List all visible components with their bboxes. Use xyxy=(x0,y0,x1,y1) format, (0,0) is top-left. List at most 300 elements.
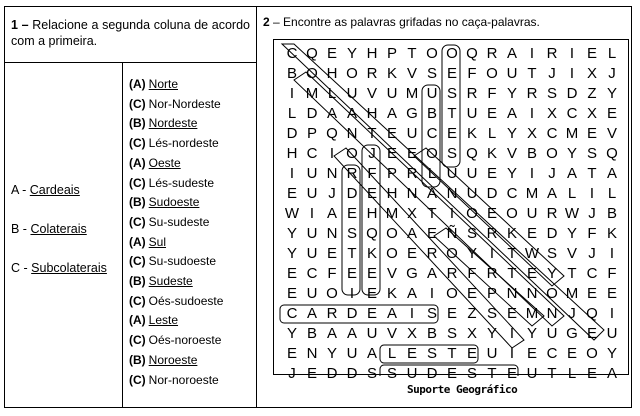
grid-letter: E xyxy=(366,285,377,302)
grid-letter: O xyxy=(546,285,558,302)
grid-letter: L xyxy=(607,45,617,62)
grid-letter: U xyxy=(406,125,418,142)
grid-letter: E xyxy=(506,305,517,322)
grid-letter: V xyxy=(366,85,377,102)
grid-row xyxy=(282,64,622,84)
grid-letter: T xyxy=(587,165,597,182)
grid-letter: U xyxy=(306,185,318,202)
grid-letter: R xyxy=(446,265,458,282)
match-tag: (B) xyxy=(129,116,146,131)
grid-letter: B xyxy=(526,145,537,162)
grid-letter: M xyxy=(565,125,579,142)
match-item xyxy=(129,116,197,130)
grid-letter: E xyxy=(286,285,297,302)
grid-letter: E xyxy=(446,125,457,142)
grid-letter: S xyxy=(466,225,477,242)
match-tag: (C) xyxy=(129,214,146,229)
grid-row xyxy=(282,264,622,284)
grid-letter: E xyxy=(286,345,297,362)
grid-letter: S xyxy=(546,85,557,102)
grid-letter: Q xyxy=(466,45,478,62)
category-letter: C - xyxy=(11,261,28,275)
grid-letter: J xyxy=(588,245,596,262)
match-text: Lés-sudeste xyxy=(148,175,215,190)
grid-letter: I xyxy=(609,305,615,322)
grid-letter: I xyxy=(449,205,455,222)
match-item xyxy=(129,77,178,91)
grid-letter: D xyxy=(566,85,578,102)
grid-letter: A xyxy=(386,105,397,122)
grid-letter: H xyxy=(386,185,398,202)
grid-letter: M xyxy=(525,305,539,322)
grid-letter: G xyxy=(406,105,418,122)
grid-letter: Y xyxy=(566,225,577,242)
category-name: Colaterais xyxy=(30,222,87,236)
grid-letter: E xyxy=(406,145,417,162)
grid-letter: R xyxy=(526,85,538,102)
grid-letter: O xyxy=(446,45,458,62)
match-item xyxy=(129,235,166,249)
grid-letter: A xyxy=(566,165,577,182)
grid-letter: I xyxy=(529,165,535,182)
grid-letter: R xyxy=(366,65,378,82)
grid-row xyxy=(282,44,622,64)
grid-letter: E xyxy=(606,105,617,122)
grid-row xyxy=(282,284,622,304)
grid-letter: N xyxy=(526,285,538,302)
grid-letter: Z xyxy=(587,85,597,102)
grid-letter: U xyxy=(546,325,558,342)
grid-letter: D xyxy=(286,125,298,142)
match-text: Nor-noroeste xyxy=(148,372,219,387)
grid-letter: J xyxy=(548,65,556,82)
grid-letter: Y xyxy=(326,345,337,362)
grid-letter: U xyxy=(346,345,358,362)
category-cardeais xyxy=(11,183,80,197)
grid-letter: P xyxy=(306,125,317,142)
grid-letter: C xyxy=(306,145,318,162)
grid-letter: O xyxy=(426,45,438,62)
grid-letter: X xyxy=(406,205,417,222)
grid-letter: X xyxy=(586,65,597,82)
grid-letter: B xyxy=(286,65,297,82)
grid-letter: J xyxy=(368,145,376,162)
grid-letter: E xyxy=(326,45,337,62)
grid-letter: G xyxy=(566,325,578,342)
grid-letter: V xyxy=(406,65,417,82)
grid-letter: X xyxy=(546,105,557,122)
category-letter: A - xyxy=(11,183,27,197)
grid-letter: U xyxy=(306,225,318,242)
grid-row xyxy=(282,184,622,204)
grid-letter: J xyxy=(588,205,596,222)
grid-letter: Y xyxy=(566,145,577,162)
grid-letter: U xyxy=(306,245,318,262)
match-item xyxy=(129,156,181,170)
category-name: Subcolaterais xyxy=(31,261,107,275)
grid-letter: D xyxy=(346,365,358,382)
match-text: Lés-nordeste xyxy=(148,136,219,151)
grid-letter: V xyxy=(386,325,397,342)
grid-letter: H xyxy=(366,45,378,62)
match-text: Oés-sudoeste xyxy=(148,293,224,308)
grid-letter: E xyxy=(286,265,297,282)
grid-letter: V xyxy=(566,245,577,262)
grid-letter: I xyxy=(349,285,355,302)
question-2-text: – Encontre as palavras grifadas no caça-palavras. xyxy=(269,15,540,29)
match-tag: (C) xyxy=(129,333,146,348)
grid-letter: U xyxy=(386,85,398,102)
grid-letter: J xyxy=(288,365,296,382)
grid-letter: A xyxy=(546,185,557,202)
grid-letter: M xyxy=(525,185,539,202)
grid-letter: Y xyxy=(286,325,297,342)
grid-letter: I xyxy=(529,105,535,122)
grid-letter: X xyxy=(406,325,417,342)
grid-letter: B xyxy=(306,325,317,342)
grid-letter: C xyxy=(546,125,558,142)
grid-letter: D xyxy=(346,185,358,202)
grid-letter: U xyxy=(426,85,438,102)
grid-letter: R xyxy=(426,245,438,262)
grid-letter: Q xyxy=(326,125,338,142)
grid-letter: E xyxy=(306,365,317,382)
grid-letter: K xyxy=(506,225,517,242)
grid-letter: U xyxy=(406,365,418,382)
grid-letter: Y xyxy=(606,345,617,362)
grid-letter: U xyxy=(466,185,478,202)
grid-letter: Q xyxy=(466,145,478,162)
grid-letter: P xyxy=(386,165,397,182)
grid-letter: E xyxy=(366,305,377,322)
match-text: Leste xyxy=(148,313,179,328)
grid-letter: F xyxy=(367,165,377,182)
grid-letter: O xyxy=(386,225,398,242)
grid-letter: L xyxy=(487,125,497,142)
grid-letter: S xyxy=(586,145,597,162)
grid-letter: Q xyxy=(366,225,378,242)
grid-letter: I xyxy=(569,65,575,82)
match-item xyxy=(129,353,197,367)
grid-letter: E xyxy=(366,265,377,282)
match-tag: (A) xyxy=(129,77,146,91)
grid-letter: I xyxy=(409,305,415,322)
grid-row xyxy=(282,124,622,144)
grid-letter: T xyxy=(427,205,437,222)
match-text: Su-sudoeste xyxy=(148,254,217,269)
grid-letter: C xyxy=(286,305,298,322)
grid-letter: M xyxy=(305,85,319,102)
grid-letter: D xyxy=(426,365,438,382)
grid-row xyxy=(282,164,622,184)
grid-letter: R xyxy=(486,225,498,242)
grid-letter: R xyxy=(326,305,338,322)
grid-letter: C xyxy=(566,105,578,122)
grid-letter: O xyxy=(446,245,458,262)
grid-letter: N xyxy=(306,345,318,362)
grid-letter: Y xyxy=(526,325,537,342)
match-text: Oeste xyxy=(148,155,181,170)
grid-letter: T xyxy=(507,245,517,262)
grid-letter: D xyxy=(306,105,318,122)
grid-letter: C xyxy=(426,125,438,142)
grid-letter: M xyxy=(565,285,579,302)
grid-letter: W xyxy=(524,245,540,262)
grid-letter: D xyxy=(546,225,558,242)
grid-letter: H xyxy=(326,65,338,82)
grid-letter: N xyxy=(326,225,338,242)
grid-letter: E xyxy=(346,265,357,282)
match-text: Nor-Nordeste xyxy=(148,96,221,111)
grid-letter: U xyxy=(446,165,458,182)
grid-letter: A xyxy=(366,345,377,362)
grid-letter: K xyxy=(466,125,477,142)
question-1-number: 1 – xyxy=(11,18,29,32)
grid-letter: L xyxy=(387,345,397,362)
grid-letter: O xyxy=(326,285,338,302)
match-item xyxy=(129,97,221,111)
grid-letter: I xyxy=(609,245,615,262)
grid-letter: A xyxy=(426,185,437,202)
match-item xyxy=(129,373,219,387)
grid-letter: E xyxy=(426,225,437,242)
grid-letter: M xyxy=(385,205,399,222)
grid-letter: S xyxy=(446,145,457,162)
match-item xyxy=(129,294,223,308)
grid-letter: F xyxy=(607,265,617,282)
grid-letter: A xyxy=(326,105,337,122)
grid-letter: I xyxy=(289,165,295,182)
grid-letter: E xyxy=(586,125,597,142)
credit: Suporte Geográfico xyxy=(407,383,518,396)
category-name: Cardeais xyxy=(29,183,80,197)
match-tag: (B) xyxy=(129,352,146,367)
grid-letter: C xyxy=(546,345,558,362)
question-2 xyxy=(263,15,540,29)
match-text: Noroeste xyxy=(148,352,198,367)
grid-letter: Q xyxy=(306,45,318,62)
match-tag: (A) xyxy=(129,313,146,328)
grid-row xyxy=(282,324,622,344)
match-tag: (C) xyxy=(129,254,146,269)
grid-letter: X xyxy=(586,105,597,122)
grid-letter: N xyxy=(546,305,558,322)
grid-letter: U xyxy=(466,105,478,122)
grid-letter: A xyxy=(326,325,337,342)
grid-letter: A xyxy=(606,165,617,182)
grid-letter: A xyxy=(306,305,317,322)
grid-letter: S xyxy=(426,305,437,322)
grid-letter: D xyxy=(486,185,498,202)
grid-letter: A xyxy=(506,45,517,62)
grid-letter: U xyxy=(366,325,378,342)
grid-letter: D xyxy=(326,365,338,382)
match-item xyxy=(129,333,221,347)
grid-letter: L xyxy=(607,185,617,202)
grid-letter: E xyxy=(326,245,337,262)
grid-row xyxy=(282,224,622,244)
grid-letter: E xyxy=(446,65,457,82)
grid-letter: K xyxy=(486,145,497,162)
grid-letter: E xyxy=(286,185,297,202)
grid-letter: E xyxy=(446,305,457,322)
grid-letter: V xyxy=(606,125,617,142)
grid-letter: E xyxy=(586,325,597,342)
grid-letter: E xyxy=(526,265,537,282)
grid-letter: F xyxy=(467,265,477,282)
grid-letter: O xyxy=(466,205,478,222)
grid-letter: X xyxy=(526,125,537,142)
grid-letter: T xyxy=(447,105,457,122)
grid-letter: Y xyxy=(486,325,497,342)
grid-letter: E xyxy=(586,45,597,62)
match-item xyxy=(129,195,199,209)
match-tag: (C) xyxy=(129,293,146,308)
grid-letter: U xyxy=(306,165,318,182)
grid-letter: A xyxy=(426,265,437,282)
grid-row xyxy=(282,204,622,224)
grid-row xyxy=(282,304,622,324)
question-2-number: 2 xyxy=(263,15,270,29)
left-panel xyxy=(5,7,257,407)
grid-letter: M xyxy=(405,85,419,102)
grid-letter: I xyxy=(589,185,595,202)
match-text: Oés-noroeste xyxy=(148,333,222,348)
grid-letter: U xyxy=(306,285,318,302)
grid-letter: S xyxy=(466,365,477,382)
grid-letter: O xyxy=(446,285,458,302)
grid-letter: H xyxy=(286,145,298,162)
grid-letter: F xyxy=(467,65,477,82)
grid-letter: T xyxy=(547,365,557,382)
grid-letter: T xyxy=(507,265,517,282)
grid-letter: I xyxy=(329,145,335,162)
match-text: Nordeste xyxy=(148,116,198,131)
first-column xyxy=(5,63,123,407)
grid-letter: Y xyxy=(506,165,517,182)
grid-letter: W xyxy=(284,205,300,222)
grid-letter: G xyxy=(406,265,418,282)
grid-letter: R xyxy=(546,205,558,222)
grid-letter: S xyxy=(426,65,437,82)
grid-letter: C xyxy=(506,185,518,202)
grid-letter: I xyxy=(309,205,315,222)
question-1-text: Relacione a segunda coluna de acordo com a primeira. xyxy=(11,18,250,48)
grid-letter: E xyxy=(366,185,377,202)
grid-letter: F xyxy=(587,225,597,242)
grid-letter: R xyxy=(546,45,558,62)
grid-letter: U xyxy=(486,345,498,362)
grid-letter: B xyxy=(426,325,437,342)
grid-letter: S xyxy=(446,85,457,102)
match-text: Sul xyxy=(148,234,167,249)
grid-letter: O xyxy=(386,245,398,262)
grid-letter: S xyxy=(446,325,457,342)
grid-letter: D xyxy=(346,305,358,322)
grid-letter: Y xyxy=(546,265,557,282)
match-item xyxy=(129,274,193,288)
grid-letter: I xyxy=(509,345,515,362)
grid-letter: T xyxy=(347,245,357,262)
grid-letter: N xyxy=(346,125,358,142)
grid-letter: S xyxy=(386,365,397,382)
match-tag: (C) xyxy=(129,96,146,111)
grid-letter: E xyxy=(466,285,477,302)
grid-letter: R xyxy=(486,265,498,282)
grid-letter: O xyxy=(306,65,318,82)
grid-letter: S xyxy=(426,345,437,362)
grid-letter: Y xyxy=(286,225,297,242)
grid-letter: S xyxy=(346,225,357,242)
grid-letter: U xyxy=(346,85,358,102)
grid-letter: B xyxy=(606,205,617,222)
word-search xyxy=(273,39,629,382)
right-panel xyxy=(257,7,631,407)
grid-letter: Q xyxy=(586,305,598,322)
grid-letter: U xyxy=(526,365,538,382)
grid-letter: A xyxy=(606,365,617,382)
grid-letter: A xyxy=(386,305,397,322)
grid-letter: U xyxy=(466,165,478,182)
grid-letter: S xyxy=(546,245,557,262)
grid-letter: T xyxy=(567,265,577,282)
grid-letter: P xyxy=(386,45,397,62)
grid-letter: E xyxy=(526,345,537,362)
grid-letter: E xyxy=(606,285,617,302)
grid-letter: B xyxy=(426,105,437,122)
match-tag: (C) xyxy=(129,372,146,387)
grid-row xyxy=(282,364,622,384)
grid-letter: O xyxy=(586,345,598,362)
grid-letter: A xyxy=(406,225,417,242)
grid-letter: L xyxy=(567,365,577,382)
grid-letter: I xyxy=(289,85,295,102)
match-tag: (C) xyxy=(129,175,146,190)
grid-letter: E xyxy=(386,145,397,162)
grid-letter: X xyxy=(466,325,477,342)
grid-letter: I xyxy=(429,285,435,302)
grid-letter: E xyxy=(586,285,597,302)
grid-letter: Q xyxy=(606,145,618,162)
grid-letter: E xyxy=(346,205,357,222)
grid-letter: V xyxy=(506,145,517,162)
match-item xyxy=(129,136,219,150)
grid-letter: E xyxy=(486,165,497,182)
grid-letter: Y xyxy=(506,85,517,102)
match-text: Sudoeste xyxy=(148,195,200,210)
grid-letter: Y xyxy=(606,85,617,102)
grid-letter: E xyxy=(406,245,417,262)
grid-letter: K xyxy=(366,245,377,262)
match-item xyxy=(129,176,214,190)
grid-letter: O xyxy=(546,145,558,162)
grid-letter: E xyxy=(526,225,537,242)
grid-letter: O xyxy=(486,65,498,82)
grid-letter: A xyxy=(406,285,417,302)
grid-letter: T xyxy=(527,65,537,82)
grid-letter: Y xyxy=(506,125,517,142)
grid-letter: R xyxy=(346,165,358,182)
grid-letter: A xyxy=(506,105,517,122)
match-item xyxy=(129,254,216,268)
activity-sheet xyxy=(4,6,632,408)
match-text: Norte xyxy=(148,77,179,91)
grid-letter: Z xyxy=(467,305,477,322)
grid-letter: E xyxy=(406,345,417,362)
grid-letter: K xyxy=(386,65,397,82)
grid-letter: W xyxy=(564,205,580,222)
grid-letter: C xyxy=(286,45,298,62)
